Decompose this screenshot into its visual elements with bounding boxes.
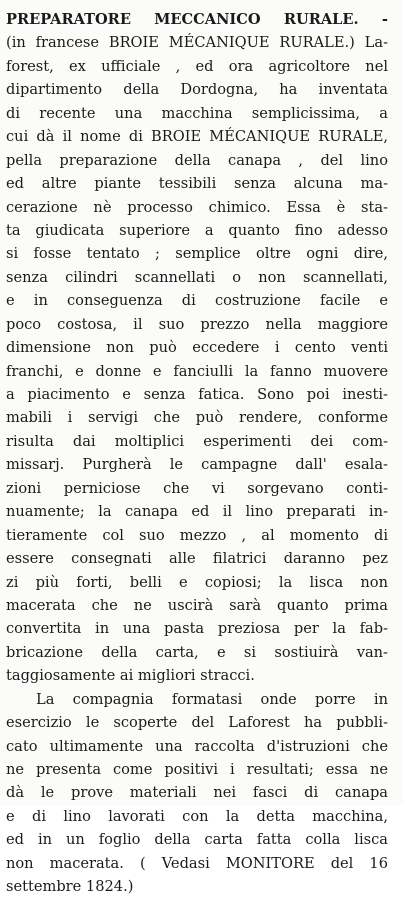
text-line: mabili i servigi che può rendere, conforme [6, 409, 388, 427]
text-line: missarj. Purgherà le campagne dall' esala- [6, 456, 388, 474]
text-line: cerazione nè processo chimico. Essa è sta- [6, 198, 388, 216]
text-line: non macerata. ( Vedasi MONITORE del 16 [6, 854, 388, 872]
text-line: ta giudicata superiore a quanto fino adesso [6, 221, 388, 239]
text-line: settembre 1824.) [6, 878, 134, 896]
text-line: nuamente; la canapa ed il lino preparati in- [6, 503, 388, 521]
text-line: forest, ex ufficiale , ed ora agricoltore nel [6, 57, 388, 75]
article-text [6, 8, 388, 899]
text-line: dimensione non può eccedere i cento venti [6, 339, 388, 357]
text-line: tieramente col suo mezzo , al momento di [6, 526, 388, 544]
text-line: dipartimento della Dordogna, ha inventata [6, 81, 388, 99]
text-line: poco costosa, il suo prezzo nella maggiore [6, 315, 388, 333]
text-line: zi più forti, belli e copiosi; la lisca non [6, 573, 388, 591]
text-line: cui dà il nome di BROIE MÉCANIQUE RURALE, [6, 128, 388, 146]
paragraph-start-line: La compagnia formatasi onde porre in [36, 690, 388, 708]
text-line: esercizio le scoperte del Laforest ha pubbli- [6, 714, 388, 732]
text-line: si fosse tentato ; semplice oltre ogni dire, [6, 245, 388, 263]
text-line: bricazione della carta, e si sostiuirà van- [6, 643, 388, 661]
text-line: e di lino lavorati con la detta macchina, [6, 807, 388, 825]
text-line: essere consegnati alle filatrici daranno pez [6, 550, 388, 568]
text-line: macerata che ne uscirà sarà quanto prima [6, 596, 388, 614]
text-line: a piacimento e senza fatica. Sono poi inesti- [6, 386, 388, 403]
text-line: (in francese BROIE MÉCANIQUE RURALE.) La- [6, 34, 388, 52]
text-line: dà le prove materiali nei fasci di canapa [6, 784, 388, 802]
text-line: ne presenta come positivi i resultati; essa ne [6, 761, 388, 778]
text-line: di recente una macchina semplicissima, a [6, 104, 388, 122]
text-line: zioni perniciose che vi sorgevano conti- [6, 479, 388, 497]
text-line: ed altre piante tessibili senza alcuna ma- [6, 175, 388, 193]
text-line: pella preparazione della canapa , del lino [6, 151, 388, 169]
text-line: convertita in una pasta preziosa per la fab- [6, 620, 388, 638]
text-line: e in conseguenza di costruzione facile e [6, 292, 388, 310]
text-line: franchi, e donne e fanciulli la fanno muovere [6, 362, 388, 380]
text-line: cato ultimamente una raccolta d'istruzioni che [6, 737, 388, 755]
article-heading: PREPARATORE MECCANICO RURALE. - [6, 11, 388, 28]
text-line: taggiosamente ai migliori stracci. [6, 667, 255, 685]
text-line: ed in un foglio della carta fatta colla lisca [6, 831, 388, 849]
text-line: risulta dai moltiplici esperimenti dei com- [6, 432, 388, 450]
text-line: senza cilindri scannellati o non scannellati, [6, 268, 388, 286]
